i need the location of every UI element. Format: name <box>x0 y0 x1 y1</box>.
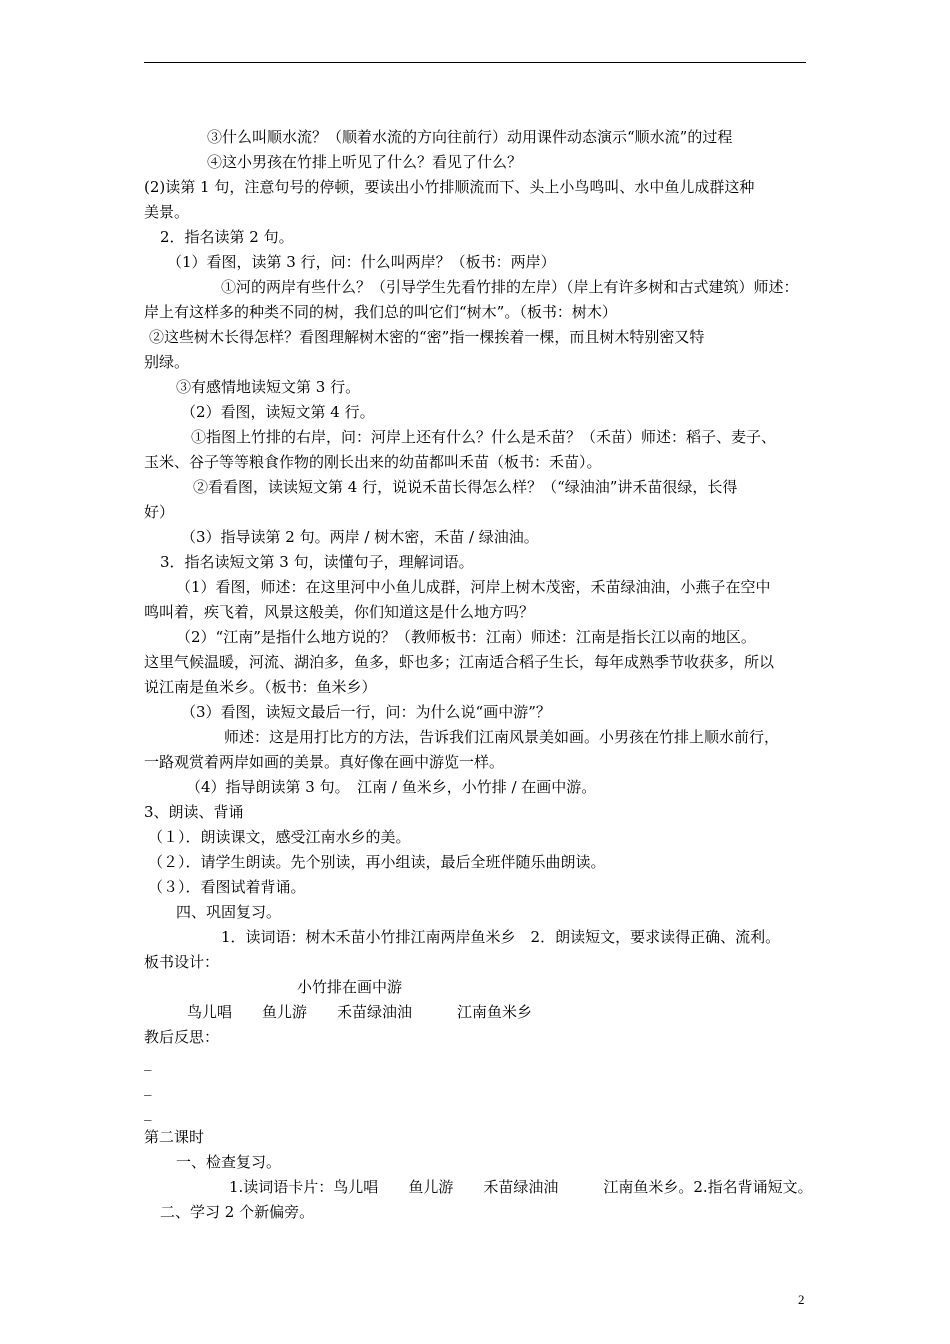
text-line: （2）“江南”是指什么地方说的？（教师板书：江南）师述：江南是指长江以南的地区。 <box>176 628 756 646</box>
text-line: 二、学习 2 个新偏旁。 <box>160 1203 315 1221</box>
text-line: （1）看图，读第 3 行，问：什么叫两岸？（板书：两岸） <box>167 253 556 271</box>
text-line: 3．指名读短文第 3 句，读懂句子，理解词语。 <box>160 553 474 571</box>
text-line: （4）指导朗读第 3 句。 江南 / 鱼米乡，小竹排 / 在画中游。 <box>186 778 597 796</box>
blank-line: _ <box>144 1053 152 1071</box>
text-line: 教后反思： <box>144 1028 220 1046</box>
text-line: ③什么叫顺水流？（顺着水流的方向往前行）动用课件动态演示“顺水流”的过程 <box>207 128 733 146</box>
text-line: 玉米、谷子等等粮食作物的刚长出来的幼苗都叫禾苗（板书：禾苗）。 <box>144 453 602 471</box>
text-line: （3）看图，读短文最后一行，问：为什么说“画中游”？ <box>181 703 551 721</box>
text-line: （3）指导读第 2 句。两岸 / 树木密，禾苗 / 绿油油。 <box>181 528 539 546</box>
text-line: ③有感情地读短文第 3 行。 <box>176 378 361 396</box>
text-line: 3、朗读、背诵 <box>144 803 244 821</box>
text-line: （３）．看图试着背诵。 <box>148 878 306 896</box>
blank-line: _ <box>144 1078 152 1096</box>
text-line: 这里气候温暖，河流、湖泊多，鱼多，虾也多；江南适合稻子生长，每年成熟季节收获多，所以 <box>144 653 775 671</box>
text-line: ②这些树木长得怎样？看图理解树木密的“密”指一棵挨着一棵，而且树木特别密又特 <box>149 328 705 346</box>
text-line: 一路观赏着两岸如画的美景。真好像在画中游览一样。 <box>144 753 505 771</box>
text-line: 鸣叫着，疾飞着，风景这般美，你们知道这是什么地方吗？ <box>144 603 535 621</box>
text-line: 1．读词语：树木禾苗小竹排江南两岸鱼米乡 2．朗读短文，要求读得正确、流利。 <box>221 928 781 946</box>
blank-line: _ <box>144 1103 152 1121</box>
page-number: 2 <box>798 1292 805 1307</box>
text-line: （2）看图，读短文第 4 行。 <box>181 403 375 421</box>
text-line: 别绿。 <box>144 353 190 371</box>
text-line: 好） <box>144 503 175 521</box>
text-line: ④这小男孩在竹排上听见了什么？看见了什么？ <box>207 153 523 171</box>
board-items: 鸟儿唱 鱼儿游 禾苗绿油油 江南鱼米乡 <box>187 1003 533 1021</box>
text-line: 一、检查复习。 <box>176 1153 282 1171</box>
header-rule <box>144 62 806 63</box>
text-line: 美景。 <box>144 203 190 221</box>
text-line: （１）．朗读课文，感受江南水乡的美。 <box>148 828 411 846</box>
text-line: ①指图上竹排的右岸，问：河岸上还有什么？什么是禾苗？（禾苗）师述：稻子、麦子、 <box>191 428 777 446</box>
text-line: (2)读第 1 句，注意句号的停顿，要读出小竹排顺流而下、头上小鸟鸣叫、水中鱼儿成群这种 <box>144 178 755 196</box>
text-line: ①河的两岸有些什么？（引导学生先看竹排的左岸）（岸上有许多树和古式建筑）师述： <box>221 278 799 296</box>
section-heading: 第二课时 <box>144 1128 205 1146</box>
text-line: 板书设计： <box>144 953 220 971</box>
text-line: （1）看图，师述：在这里河中小鱼儿成群，河岸上树木茂密，禾苗绿油油，小燕子在空中 <box>176 578 771 596</box>
text-line: 岸上有这样多的种类不同的树，我们总的叫它们“树木”。（板书：树木） <box>144 303 617 321</box>
text-line: ②看看图，读读短文第 4 行，说说禾苗长得怎么样？（“绿油油”讲禾苗很绿，长得 <box>193 478 738 496</box>
text-line: 四、巩固复习。 <box>176 903 282 921</box>
text-line: 师述：这是用打比方的方法，告诉我们江南风景美如画。小男孩在竹排上顺水前行， <box>224 728 780 746</box>
text-line: （２）．请学生朗读。先个别读，再小组读，最后全班伴随乐曲朗读。 <box>148 853 606 871</box>
text-line: 1.读词语卡片：鸟儿唱 鱼儿游 禾苗绿油油 江南鱼米乡。2.指名背诵短文。 <box>229 1178 813 1196</box>
text-line: 2．指名读第 2 句。 <box>160 228 294 246</box>
board-title: 小竹排在画中游 <box>297 978 403 996</box>
text-line: 说江南是鱼米乡。（板书：鱼米乡） <box>144 678 377 696</box>
